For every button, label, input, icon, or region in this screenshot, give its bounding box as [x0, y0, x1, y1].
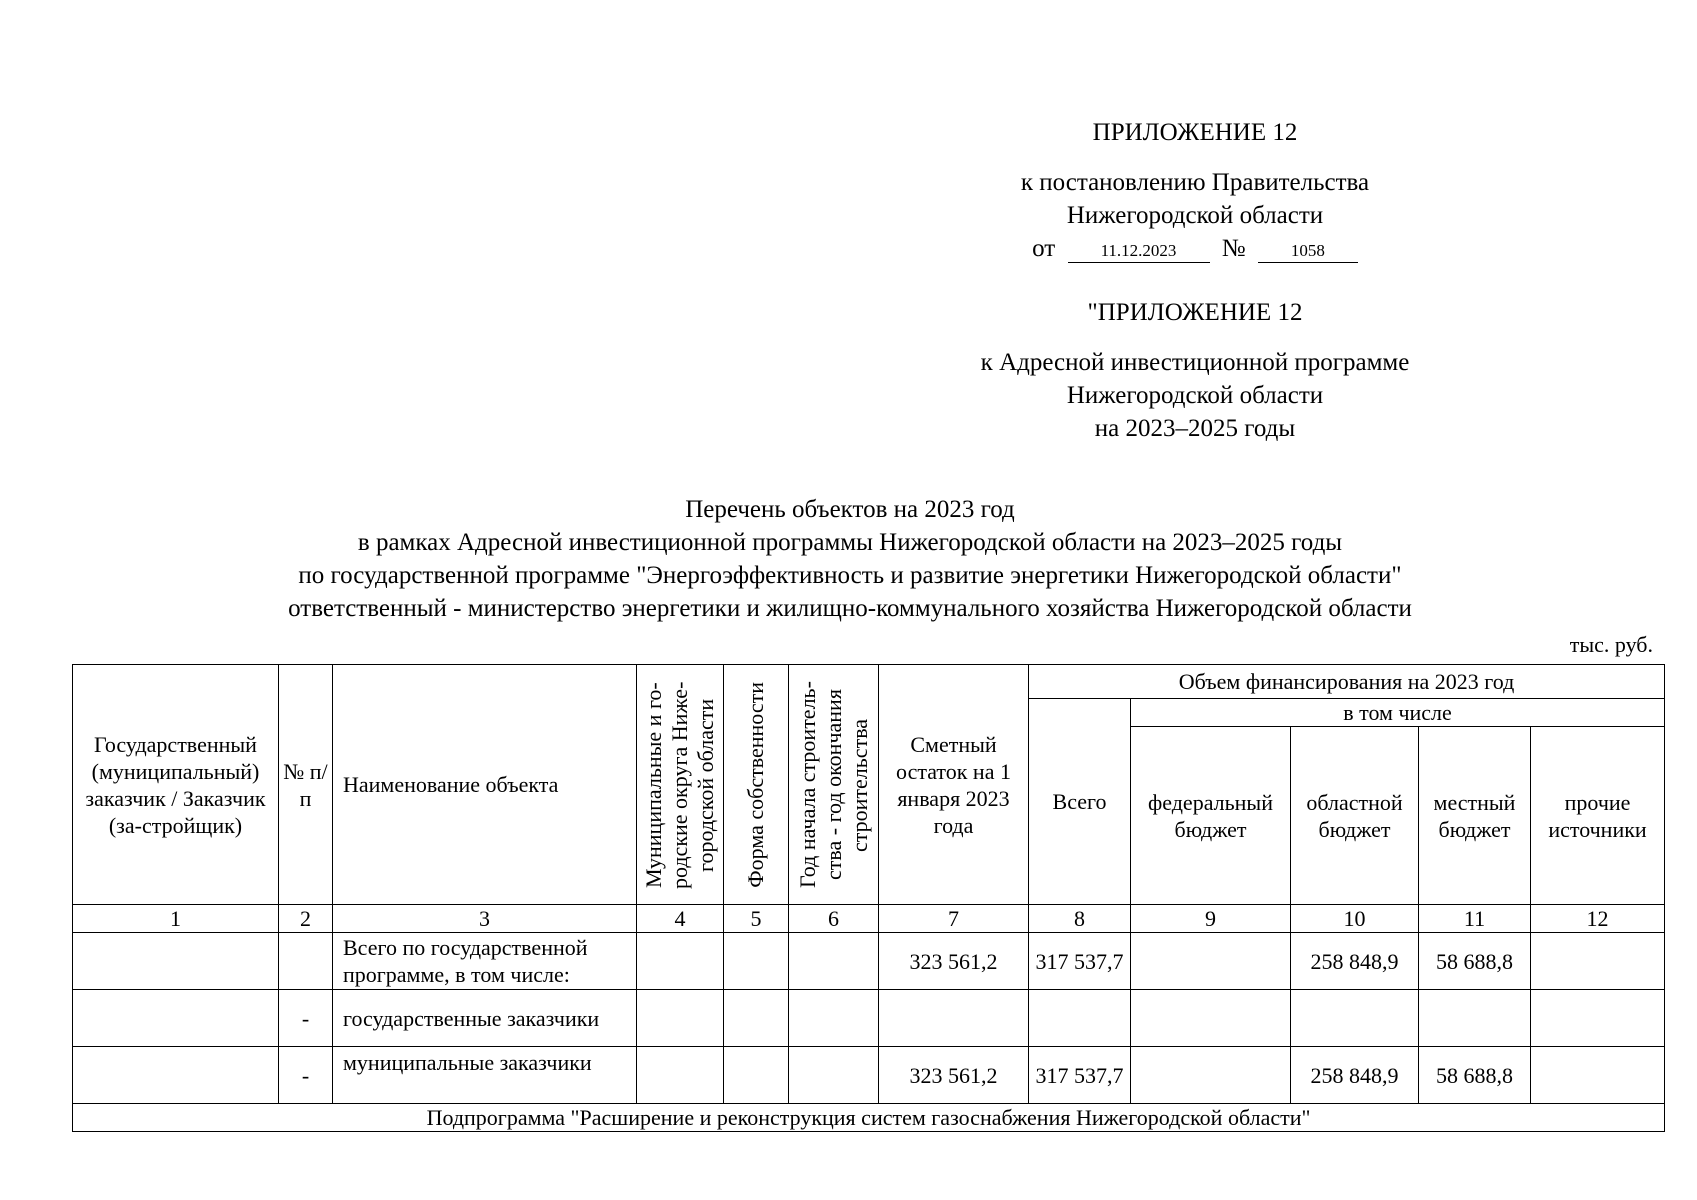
col-number: 8	[1029, 905, 1131, 933]
cell-local	[1419, 990, 1531, 1047]
title-line-4: ответственный - министерство энергетики и жилищно-коммунального хозяйства Нижегородской области	[288, 595, 1412, 622]
header-local: местный бюджет	[1419, 727, 1531, 905]
table-row	[73, 1047, 1665, 1104]
cell-local: 58 688,8	[1419, 933, 1531, 990]
cell-num	[279, 933, 333, 990]
cell-years	[789, 990, 879, 1047]
header-district	[637, 665, 724, 905]
col-number: 6	[789, 905, 879, 933]
resolution-date: 11.12.2023	[1068, 240, 1210, 263]
col-number: 11	[1419, 905, 1531, 933]
header-district-text: Муниципальные и го-родские округа Ниже-городской области	[641, 680, 718, 889]
cell-estimate: 323 561,2	[879, 1047, 1029, 1104]
resolution-line-2: Нижегородской области	[1066, 202, 1324, 229]
col-number: 1	[73, 905, 279, 933]
header-other: прочие источники	[1531, 727, 1665, 905]
cell-customer	[73, 1047, 279, 1104]
cell-other	[1531, 1047, 1665, 1104]
subprogram-row	[73, 1104, 1665, 1132]
cell-years	[789, 933, 879, 990]
cell-district	[637, 1047, 724, 1104]
cell-estimate: 323 561,2	[879, 933, 1029, 990]
cell-estimate	[879, 990, 1029, 1047]
header-financing: Объем финансирования на 2023 год	[1029, 665, 1665, 699]
header-customer: Государственный (муниципальный) заказчик / Заказчик (за-стройщик)	[73, 665, 279, 905]
header-regional: областной бюджет	[1291, 727, 1419, 905]
cell-regional: 258 848,9	[1291, 1047, 1419, 1104]
col-number: 5	[724, 905, 789, 933]
col-number: 9	[1131, 905, 1291, 933]
cell-name: муниципальные заказчики	[333, 1047, 637, 1104]
title-line-3: по государственной программе "Энергоэффективность и развитие энергетики Нижегородской области"	[298, 562, 1402, 589]
cell-total: 317 537,7	[1029, 1047, 1131, 1104]
header-federal: федеральный бюджет	[1131, 727, 1291, 905]
cell-district	[637, 933, 724, 990]
col-number: 12	[1531, 905, 1665, 933]
cell-name: Всего по государственной программе, в том числе:	[333, 933, 637, 990]
cell-federal	[1131, 933, 1291, 990]
cell-customer	[73, 990, 279, 1047]
program-line-3: на 2023–2025 годы	[1094, 415, 1296, 442]
cell-num: -	[279, 990, 333, 1047]
cell-federal	[1131, 990, 1291, 1047]
cell-customer	[73, 933, 279, 990]
cell-name: государственные заказчики	[333, 990, 637, 1047]
cell-other	[1531, 933, 1665, 990]
col-number: 2	[279, 905, 333, 933]
header-name: Наименование объекта	[333, 665, 637, 905]
header-years	[789, 665, 879, 905]
cell-ownership	[724, 933, 789, 990]
cell-num: -	[279, 1047, 333, 1104]
title-line-1: Перечень объектов на 2023 год	[685, 496, 1015, 523]
header-years-text: Год начала строитель-ства - год окончания строительства	[794, 681, 872, 888]
col-number: 7	[879, 905, 1029, 933]
header-ownership-text: Форма собственности	[743, 681, 768, 888]
number-sign: №	[1221, 235, 1246, 262]
appendix-quoted: "ПРИЛОЖЕНИЕ 12	[1087, 299, 1303, 326]
col-number: 4	[637, 905, 724, 933]
col-number: 3	[333, 905, 637, 933]
table-row	[73, 933, 1665, 990]
program-line-2: Нижегородской области	[1066, 382, 1324, 409]
appendix-title: ПРИЛОЖЕНИЕ 12	[1092, 119, 1298, 146]
cell-local: 58 688,8	[1419, 1047, 1531, 1104]
from-label: от	[1032, 235, 1056, 262]
subprogram-title: Подпрограмма "Расширение и реконструкция систем газоснабжения Нижегородской области"	[73, 1104, 1665, 1132]
header-total: Всего	[1029, 699, 1131, 905]
cell-ownership	[724, 1047, 789, 1104]
cell-regional	[1291, 990, 1419, 1047]
cell-total: 317 537,7	[1029, 933, 1131, 990]
objects-table	[72, 664, 1665, 1132]
units-label: тыс. руб.	[1569, 632, 1653, 657]
header-estimate: Сметный остаток на 1 января 2023 года	[879, 665, 1029, 905]
column-numbers-row	[73, 905, 1665, 933]
program-line-1: к Адресной инвестиционной программе	[980, 349, 1410, 376]
cell-regional: 258 848,9	[1291, 933, 1419, 990]
resolution-number: 1058	[1258, 240, 1358, 263]
header-num: № п/п	[279, 665, 333, 905]
col-number: 10	[1291, 905, 1419, 933]
cell-federal	[1131, 1047, 1291, 1104]
cell-district	[637, 990, 724, 1047]
cell-years	[789, 1047, 879, 1104]
title-line-2: в рамках Адресной инвестиционной программы Нижегородской области на 2023–2025 годы	[357, 529, 1343, 556]
resolution-date-number	[930, 232, 1460, 265]
resolution-line-1: к постановлению Правительства	[1020, 169, 1370, 196]
header-including: в том числе	[1131, 699, 1665, 727]
cell-other	[1531, 990, 1665, 1047]
cell-total	[1029, 990, 1131, 1047]
table-row	[73, 990, 1665, 1047]
header-ownership	[724, 665, 789, 905]
cell-ownership	[724, 990, 789, 1047]
